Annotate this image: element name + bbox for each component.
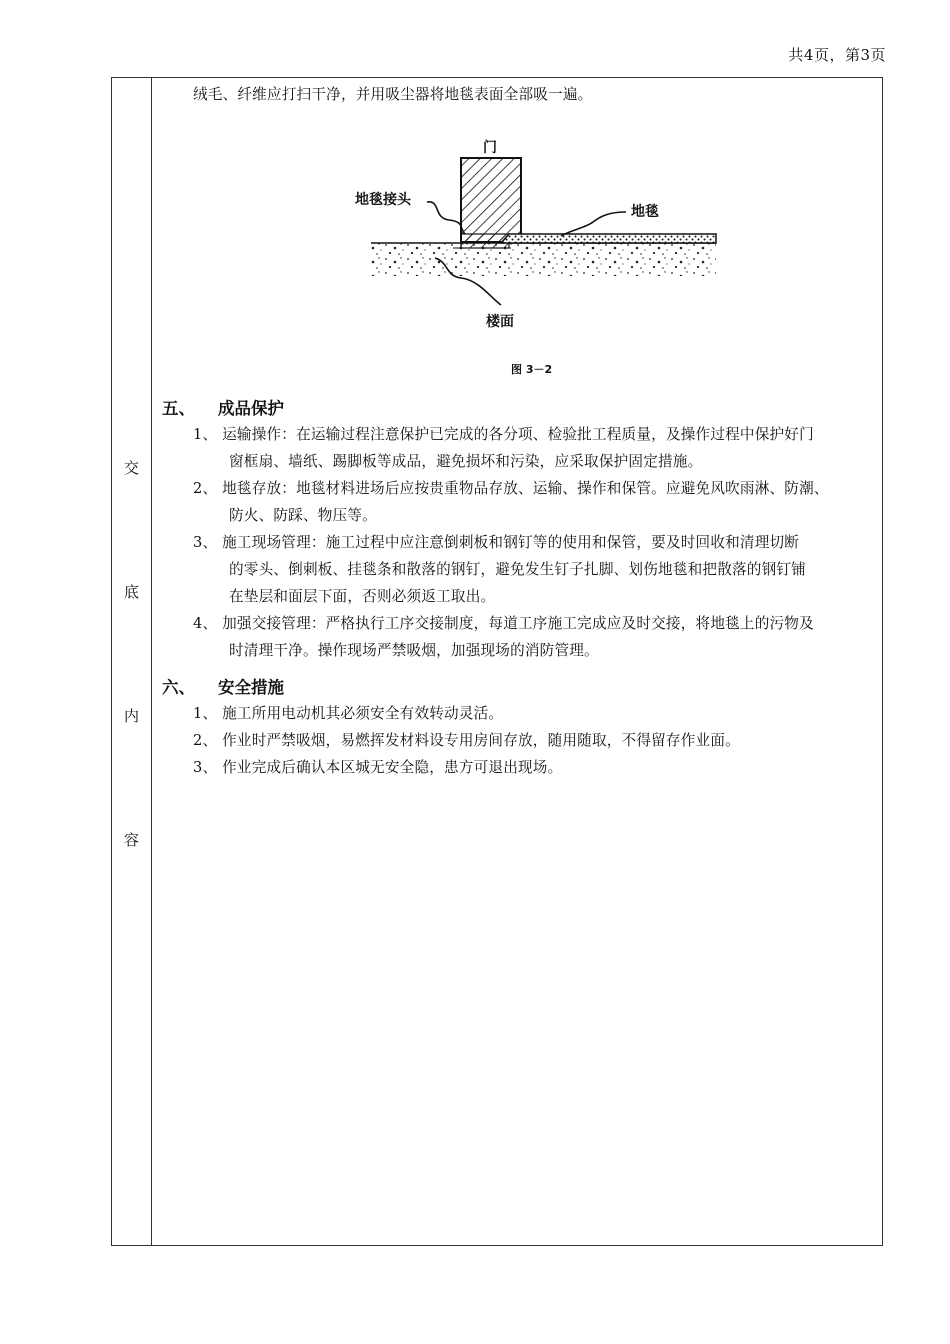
paragraph-line: 窗框扇、墙纸、踢脚板等成品，避免损坏和污染，应采取保护固定措施。	[229, 453, 703, 470]
side-label-char: 底	[123, 583, 139, 601]
paragraph-line: 时清理干净。操作现场严禁吸烟，加强现场的消防管理。	[229, 642, 599, 659]
section-number: 五、	[162, 399, 195, 418]
paragraph-line: 防火、防踩、物压等。	[229, 507, 377, 524]
section-heading-safety	[162, 674, 284, 698]
section-heading-protection	[162, 395, 284, 419]
label-door: 门	[483, 140, 497, 156]
paragraph-line: 2、 地毯存放：地毯材料进场后应按贵重物品存放、运输、操作和保管。应避免风吹雨淋、防潮、	[193, 480, 829, 497]
paragraph-line: 1、 运输操作：在运输过程注意保护已完成的各分项、检验批工程质量，及操作过程中保护好门	[193, 426, 814, 443]
paragraph-line: 4、 加强交接管理：严格执行工序交接制度，每道工序施工完成应及时交接，将地毯上的污物及	[193, 615, 814, 632]
page-number: 共4页，第3页	[788, 46, 886, 64]
figure-caption: 图 3－2	[511, 363, 553, 376]
paragraph-line: 2、 作业时严禁吸烟，易燃挥发材料设专用房间存放，随用随取，不得留存作业面。	[193, 732, 740, 749]
door-shape	[461, 158, 521, 242]
paragraph-line: 1、 施工所用电动机其必须安全有效转动灵活。	[193, 705, 504, 722]
carpet-layer	[501, 234, 716, 243]
side-label-char: 容	[123, 831, 139, 849]
disclosure-table	[111, 77, 883, 1246]
section-title: 安全措施	[218, 678, 284, 697]
paragraph-line: 3、 作业完成后确认本区城无安全隐，患方可退出现场。	[193, 759, 563, 776]
label-carpet: 地毯	[631, 204, 659, 220]
paragraph-line: 3、 施工现场管理：施工过程中应注意倒刺板和钢钉等的使用和保管，要及时回收和清理切断	[193, 534, 800, 551]
side-label-column	[112, 78, 152, 1245]
carpet-joint-figure	[355, 130, 736, 380]
floor-slab	[371, 243, 716, 276]
intro-line: 绒毛、纤维应打扫干净，并用吸尘器将地毯表面全部吸一遍。	[193, 86, 593, 103]
side-label-char: 交	[123, 459, 139, 477]
section-number: 六、	[162, 678, 195, 697]
side-label-char: 内	[123, 707, 139, 725]
paragraph-line: 在垫层和面层下面，否则必须返工取出。	[229, 588, 496, 605]
label-joint: 地毯接头	[355, 192, 411, 208]
content-area	[153, 78, 882, 1245]
label-floor: 楼面	[486, 314, 514, 330]
paragraph-line: 的零头、倒刺板、挂毯条和散落的钢钉，避免发生钉子扎脚、划伤地毯和把散落的钢钉铺	[229, 561, 806, 578]
section-title: 成品保护	[218, 399, 284, 418]
